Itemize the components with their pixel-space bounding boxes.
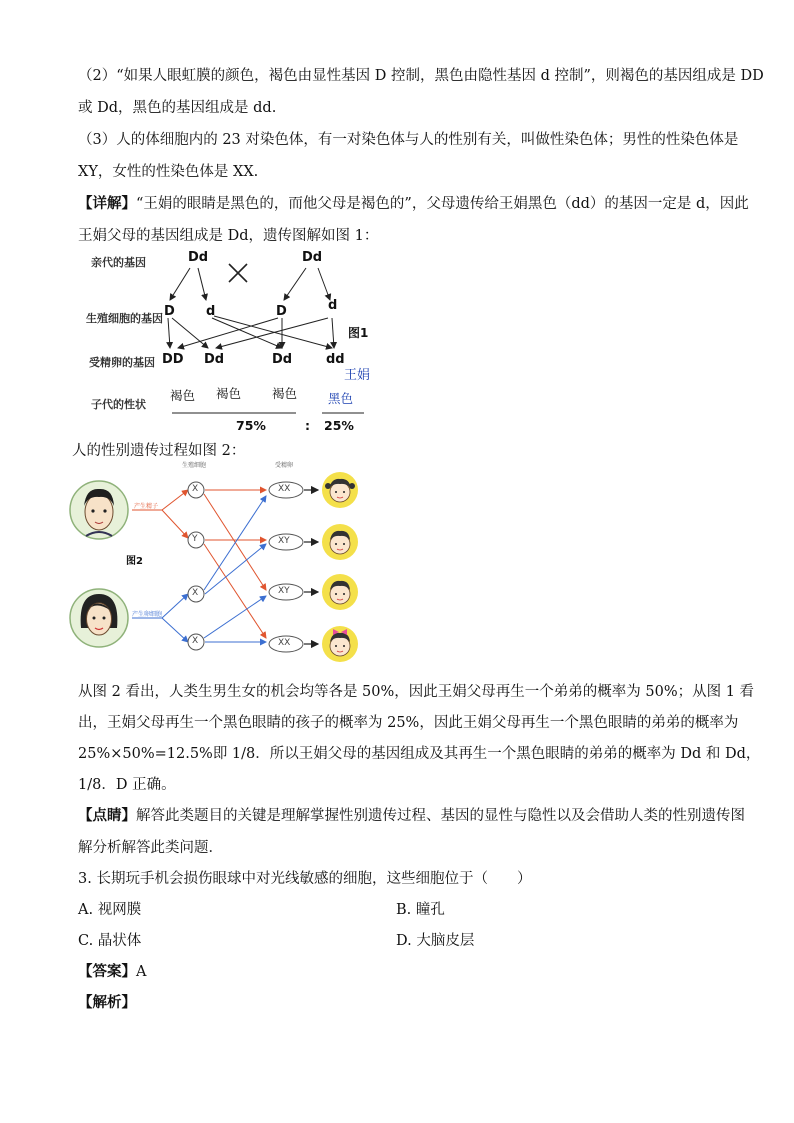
- comment-tag: 【点睛】: [78, 807, 136, 824]
- detail-line2: 王娟父母的基因组成是 Dd，遗传图解如图 1：: [78, 228, 379, 244]
- mother-portrait-icon: [70, 589, 128, 647]
- fig1-ratio-left: 75%: [236, 418, 266, 433]
- fig1-zygote-3: Dd: [272, 352, 293, 367]
- analysis-line3: 25%×50%=12.5%即 1/8．所以王娟父母的基因组成及其再生一个黑色眼睛的弟弟的概率为 Dd 和 Dd，: [78, 746, 761, 762]
- q3-option-b: B. 瞳孔: [396, 902, 445, 918]
- fig2-sperm-x: X: [192, 484, 199, 494]
- fig1-name-wangjuan: 王娟: [344, 368, 371, 383]
- boy-face-2-icon: [322, 574, 358, 610]
- fig1-parent2: Dd: [302, 250, 323, 265]
- fig1-trait-4: 黑色: [328, 391, 354, 406]
- para2-line1: （2）“如果人眼虹膜的颜色，褐色由显性基因 D 控制，黑色由隐性基因 d 控制”，则褐色的基因组成是 DD: [78, 68, 764, 84]
- fig1-gamete-4: d: [328, 298, 338, 313]
- figure-2: [64, 462, 374, 676]
- fig2-zygote-3: XY: [278, 586, 290, 596]
- boy-face-1-icon: [322, 524, 358, 560]
- q3-stem: 3. 长期玩手机会损伤眼球中对光线敏感的细胞，这些细胞位于（ ）: [78, 871, 532, 887]
- fig1-gamete-1: D: [164, 304, 175, 319]
- fig1-diagram: [86, 248, 386, 438]
- girl-face-2-icon: [322, 626, 358, 662]
- fig1-gamete-3: D: [276, 304, 287, 319]
- para3-line1: （3）人的体细胞内的 23 对染色体，有一对染色体与人的性别有关，叫做性染色体；男性的性染色体是: [78, 132, 739, 148]
- fig1-row-trait-label: 子代的性状: [91, 398, 146, 411]
- fig2-label-zygote: 受精卵: [275, 462, 294, 469]
- figure-1: [86, 248, 386, 438]
- fig2-egg-x1: X: [192, 588, 199, 598]
- fig2-caption: 图2: [126, 556, 143, 567]
- father-portrait-icon: [70, 481, 128, 539]
- fig1-caption: 图1: [348, 326, 369, 340]
- detail-line1: [78, 194, 749, 214]
- q3-option-d: D. 大脑皮层: [396, 933, 475, 949]
- detail-tag: 【详解】: [78, 195, 136, 212]
- fig1-ratio-sep: :: [305, 418, 310, 433]
- fig1-parent1: Dd: [188, 250, 209, 265]
- fig1-trait-1: 褐色: [170, 388, 196, 403]
- comment-text: 解答此类题目的关键是理解掌握性别遗传过程、基因的显性与隐性以及会借助人类的性别遗传图: [136, 808, 745, 824]
- fig1-gamete-2: d: [206, 304, 216, 319]
- fig2-sperm-y: Y: [192, 534, 198, 544]
- fig2-zygote-1: XX: [278, 484, 291, 494]
- fig2-label-gamete: 生殖细胞: [182, 462, 207, 469]
- fig1-row-zygote-label: 受精卵的基因: [89, 356, 155, 369]
- girl-face-1-icon: [322, 472, 358, 508]
- fig1-row-gamete-label: 生殖细胞的基因: [86, 312, 163, 325]
- fig1-ratio-right: 25%: [324, 418, 354, 433]
- q3-answer-tag: 【答案】: [78, 963, 136, 980]
- q3-option-c: C. 晶状体: [78, 933, 142, 949]
- fig1-zygote-4: dd: [326, 352, 345, 367]
- q3-analysis-tag: 【解析】: [78, 994, 136, 1011]
- fig1-trait-2: 褐色: [216, 386, 242, 401]
- fig1-row-parent-label: 亲代的基因: [91, 256, 146, 269]
- analysis-line1: 从图 2 看出，人类生男生女的机会均等各是 50%，因此王娟父母再生一个弟弟的概率为 50%；从图 1 看: [78, 684, 755, 700]
- para3-line2: XY，女性的性染色体是 XX.: [78, 164, 259, 180]
- fig2-zygote-4: XX: [278, 638, 291, 648]
- analysis-line4: 1/8．D 正确。: [78, 777, 176, 793]
- fig1-trait-3: 褐色: [272, 386, 298, 401]
- q3-answer: A: [136, 964, 147, 980]
- q3-answer-line: [78, 962, 718, 982]
- fig1-zygote-2: Dd: [204, 352, 225, 367]
- analysis-line2: 出，王娟父母再生一个黑色眼睛的孩子的概率为 25%，因此王娟父母再生一个黑色眼睛的弟弟的概率为: [78, 715, 739, 731]
- sex-intro: 人的性别遗传过程如图 2：: [72, 443, 246, 459]
- fig2-label-sperm: 产生精子: [134, 503, 159, 510]
- fig2-diagram: [64, 466, 374, 676]
- q3-option-a: A. 视网膜: [78, 902, 142, 918]
- fig2-label-egg: 产生卵细胞: [132, 611, 163, 618]
- comment-line2: 解分析解答此类问题．: [78, 840, 223, 856]
- fig2-egg-x2: X: [192, 636, 199, 646]
- fig1-zygote-1: DD: [162, 352, 184, 367]
- para2-line2: 或 Dd，黑色的基因组成是 dd.: [78, 100, 277, 116]
- comment-line1: [78, 806, 745, 826]
- fig2-zygote-2: XY: [278, 536, 290, 546]
- detail-text: “王娟的眼睛是黑色的，而他父母是褐色的”，父母遗传给王娟黑色（dd）的基因一定是 d，因此: [136, 196, 749, 212]
